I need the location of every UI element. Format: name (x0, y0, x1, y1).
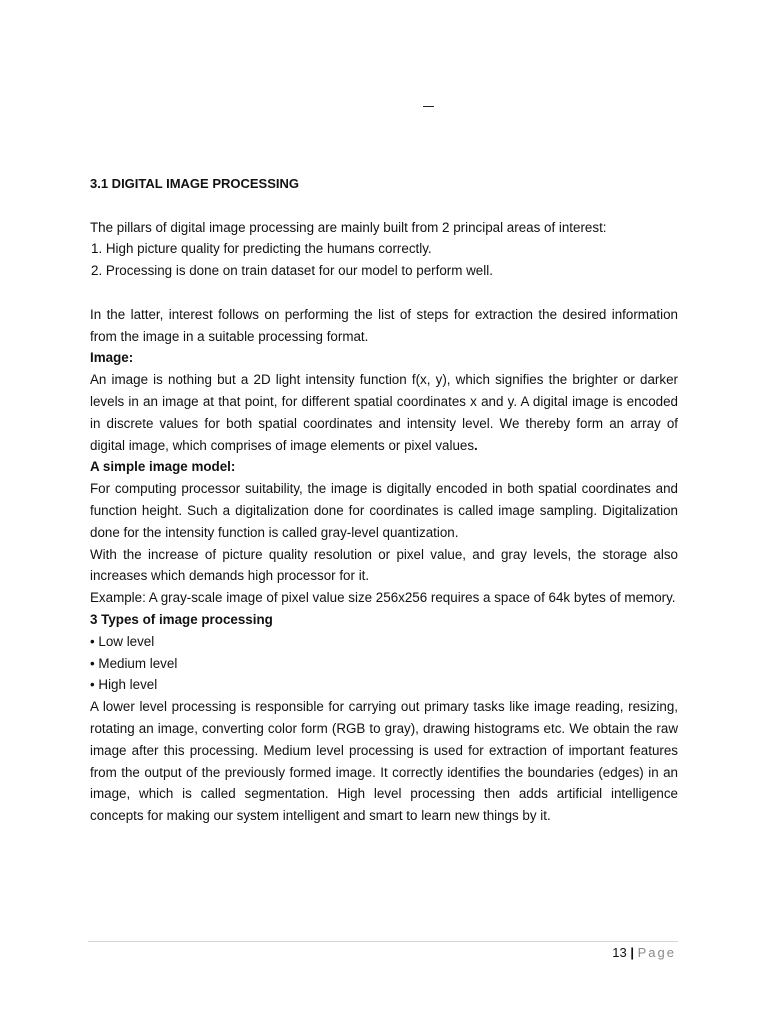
intro-paragraph: The pillars of digital image processing are mainly built from 2 principal areas of interest: (90, 219, 607, 235)
resolution-paragraph: With the increase of picture quality resolution or pixel value, and gray levels, the storage also increases which demands high processor for it. (90, 546, 678, 584)
spacer (90, 282, 678, 304)
section-heading: 3.1 DIGITAL IMAGE PROCESSING (90, 176, 299, 191)
image-paragraph-text: An image is nothing but a 2D light intensity function f(x, y), which signifies the brighter or darker levels in an image at that point, for different spatial coordinates x and y. A digital image is encoded in discrete values for both spatial coordinates and intensity level. We thereby form an array of digital image, which comprises of image elements or pixel values (90, 372, 678, 453)
types-heading: 3 Types of image processing (90, 611, 273, 627)
type-item-high: • High level (90, 677, 158, 693)
spacer (90, 195, 678, 217)
area-item-1: 1. High picture quality for predicting the humans correctly. (91, 241, 432, 257)
header-dash (423, 106, 434, 107)
footer-divider (88, 941, 678, 942)
type-item-medium: • Medium level (90, 655, 178, 671)
levels-paragraph: A lower level processing is responsible for carrying out primary tasks like image reading, resizing, rotating an image, converting color form (RGB to gray), drawing histograms etc. We obtain the raw image after this processing. Medium level processing is used for extraction of important features from the output of the previously formed image. It correctly identifies the boundaries (edges) in an image, which is called segmentation. High level processing then adds artificial intelligence concepts for making our system intelligent and smart to learn new things by it. (90, 699, 678, 824)
model-paragraph: For computing processor suitability, the image is digitally encoded in both spatial coordinates and function height. Such a digitalization done for coordinates is called image sampling. Digitalization done for the intensity function is called gray-level quantization. (90, 481, 678, 540)
page-number: 13 (612, 945, 627, 960)
page-footer (612, 944, 676, 962)
example-paragraph: Example: A gray-scale image of pixel value size 256x256 requires a space of 64k bytes of memory. (90, 590, 676, 606)
image-heading: Image: (90, 350, 134, 366)
latter-paragraph: In the latter, interest follows on performing the list of steps for extraction the desired information from the image in a suitable processing format. (90, 306, 678, 344)
area-item-2: 2. Processing is done on train dataset for our model to perform well. (91, 263, 493, 279)
image-paragraph-end: . (474, 437, 478, 453)
footer-separator: | (630, 945, 634, 960)
type-item-low: • Low level (90, 633, 155, 649)
model-heading: A simple image model: (90, 459, 236, 475)
page-label: Page (637, 945, 676, 960)
document-body (90, 173, 678, 827)
image-paragraph (90, 369, 678, 456)
